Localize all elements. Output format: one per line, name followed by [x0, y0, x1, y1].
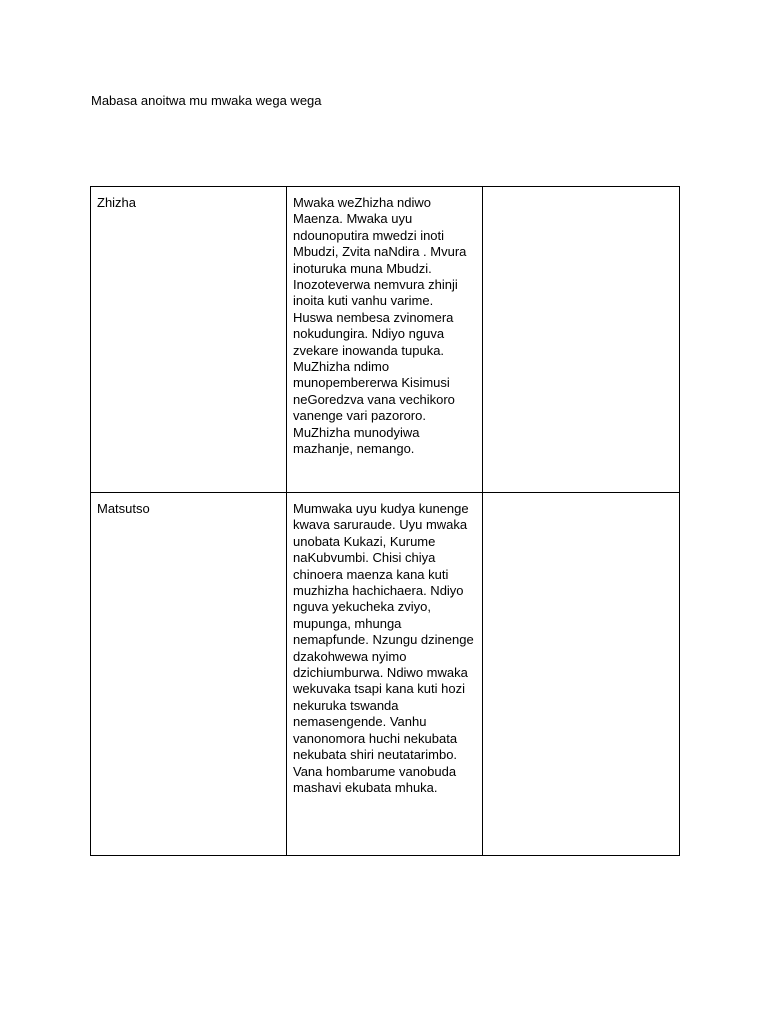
seasons-table — [90, 186, 680, 856]
empty-cell — [483, 187, 680, 493]
table-row — [91, 187, 680, 493]
table-row — [91, 493, 680, 856]
document-title: Mabasa anoitwa mu mwaka wega wega — [91, 93, 322, 108]
season-description-cell: Mwaka weZhizha ndiwo Maenza. Mwaka uyu ndounoputira mwedzi inoti Mbudzi, Zvita naNdira . Mvura inoturuka muna Mbudzi. Inozoteverwa nemvura zhinji inoita kuti vanhu varime. Huswa nembesa zvinomera nokudungira. Ndiyo nguva zvekare inowanda tupuka. MuZhizha ndimo munopembererwa Kisimusi neGoredzva vana vechikoro vanenge vari pazororo. MuZhizha munodyiwa mazhanje, nemango. — [287, 187, 483, 493]
season-name-cell: Zhizha — [91, 187, 287, 493]
empty-cell — [483, 493, 680, 856]
season-description-cell: Mumwaka uyu kudya kunenge kwava saruraude. Uyu mwaka unobata Kukazi, Kurume naKubvumbi. Chisi chiya chinoera maenza kana kuti muzhizha hachichaera. Ndiyo nguva yekucheka zviyo, mupunga, mhunga nemapfunde. Nzungu dzinenge dzakohwewa nyimo dzichiumburwa. Ndiwo mwaka wekuvaka tsapi kana kuti hozi nekuruka tswanda nemasengende. Vanhu vanonomora huchi nekubata nekubata shiri neutatarimbo. Vana hombarume vanobuda mashavi ekubata mhuka. — [287, 493, 483, 856]
season-name-cell: Matsutso — [91, 493, 287, 856]
